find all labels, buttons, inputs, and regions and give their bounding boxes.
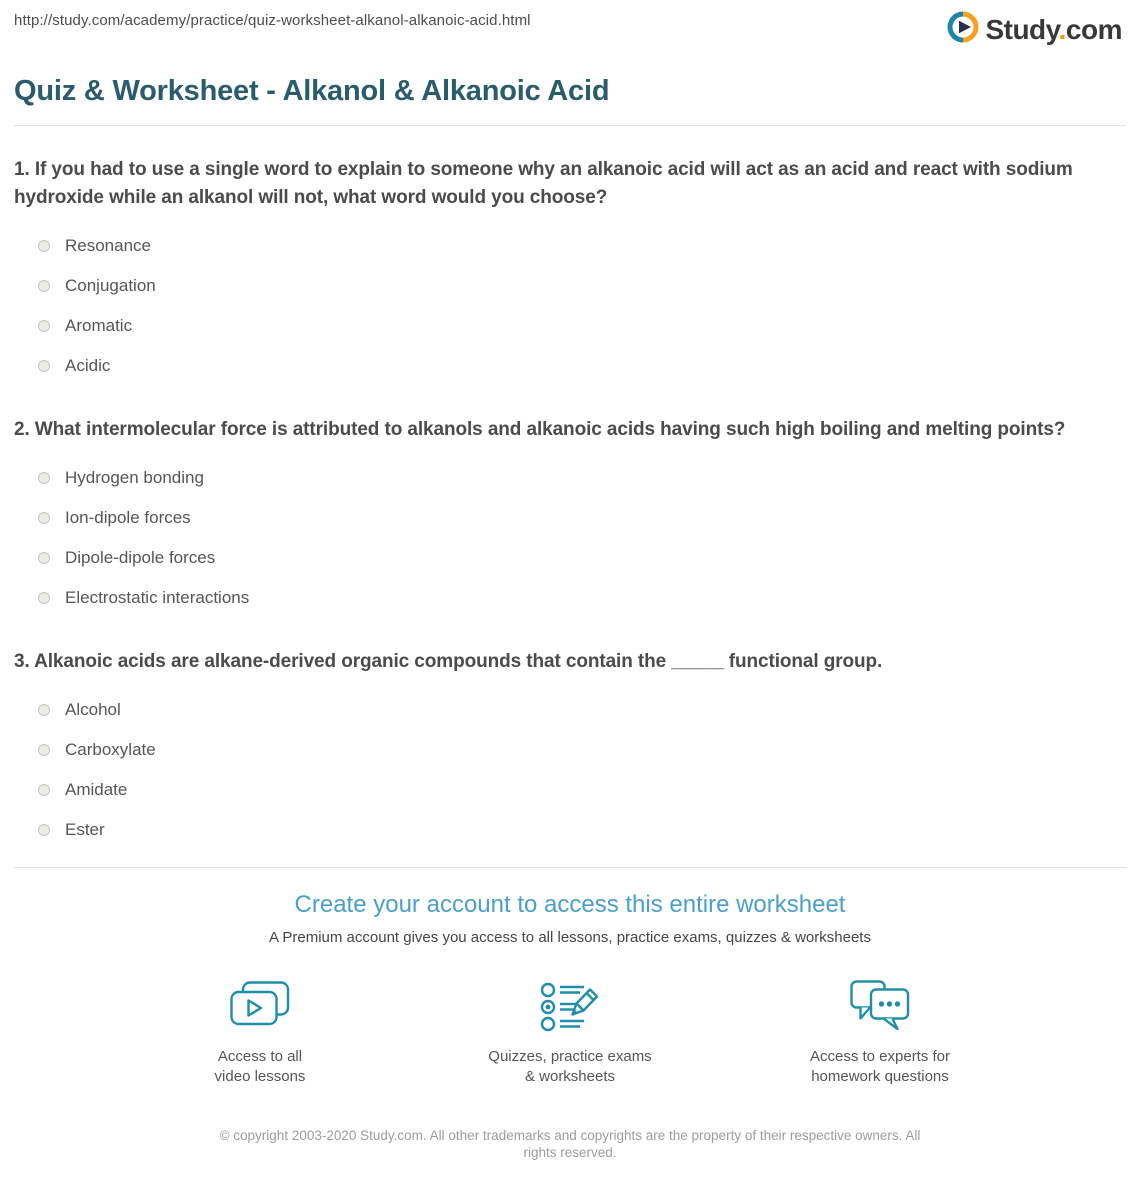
option-label[interactable]: Ester <box>65 820 105 839</box>
footer <box>14 1127 1126 1161</box>
create-account-section <box>14 891 1126 1087</box>
option-label[interactable]: Conjugation <box>65 276 156 295</box>
radio-button[interactable] <box>38 784 50 796</box>
question-text: 1. If you had to use a single word to explain to someone why an alkanoic acid will act as an acid and react with sodium hydroxide while an alkanol will not, what word would you choose? <box>14 159 1073 208</box>
header <box>14 0 1126 50</box>
video-lessons-icon <box>230 979 290 1035</box>
question-text: 2. What intermolecular force is attributed to alkanols and alkanoic acids having such high boiling and melting points? <box>14 419 1066 440</box>
experts-chat-icon <box>850 979 910 1035</box>
option-label[interactable]: Acidic <box>65 356 111 375</box>
feature-caption: Access to experts for homework questions <box>809 1048 951 1085</box>
radio-button[interactable] <box>38 824 50 836</box>
answer-option[interactable] <box>14 458 1126 498</box>
answer-option[interactable] <box>14 226 1126 266</box>
answer-options <box>14 458 1126 618</box>
option-label[interactable]: Resonance <box>65 236 152 255</box>
radio-button[interactable] <box>38 472 50 484</box>
studycom-logo[interactable] <box>946 10 1122 49</box>
feature-video-lessons <box>160 979 360 1087</box>
logo-dot: . <box>1058 13 1066 45</box>
answer-option[interactable] <box>14 578 1126 618</box>
option-label[interactable]: Ion-dipole forces <box>65 508 191 527</box>
radio-button[interactable] <box>38 280 50 292</box>
answer-option[interactable] <box>14 810 1126 850</box>
feature-quizzes-worksheets <box>470 979 670 1087</box>
page-url: http://study.com/academy/practice/quiz-worksheet-alkanol-alkanoic-acid.html <box>14 12 531 29</box>
question-block <box>14 156 1126 386</box>
radio-button[interactable] <box>38 744 50 756</box>
feature-caption: Quizzes, practice exams & worksheets <box>488 1048 652 1085</box>
radio-button[interactable] <box>38 592 50 604</box>
answer-option[interactable] <box>14 346 1126 386</box>
studycom-play-icon <box>946 10 980 49</box>
cta-subheading: A Premium account gives you access to all lessons, practice exams, quizzes & worksheets <box>269 929 871 946</box>
answer-option[interactable] <box>14 538 1126 578</box>
option-label[interactable]: Alcohol <box>65 700 121 719</box>
question-block <box>14 416 1126 618</box>
feature-caption: Access to all video lessons <box>214 1048 306 1085</box>
option-label[interactable]: Amidate <box>65 780 128 799</box>
option-label[interactable]: Dipole-dipole forces <box>65 548 216 567</box>
title-divider <box>14 125 1126 126</box>
studycom-logo-text: Study.com <box>985 13 1122 45</box>
option-label[interactable]: Hydrogen bonding <box>65 468 204 487</box>
answer-option[interactable] <box>14 266 1126 306</box>
cta-heading: Create your account to access this entire worksheet <box>294 891 846 918</box>
section-divider <box>14 867 1126 868</box>
quiz-questions <box>14 156 1126 850</box>
page-title: Quiz & Worksheet - Alkanol & Alkanoic Acid <box>14 75 610 107</box>
answer-option[interactable] <box>14 690 1126 730</box>
answer-option[interactable] <box>14 730 1126 770</box>
radio-button[interactable] <box>38 240 50 252</box>
answer-option[interactable] <box>14 498 1126 538</box>
answer-option[interactable] <box>14 306 1126 346</box>
radio-button[interactable] <box>38 552 50 564</box>
option-label[interactable]: Electrostatic interactions <box>65 588 250 607</box>
feature-list <box>14 979 1126 1087</box>
option-label[interactable]: Aromatic <box>65 316 133 335</box>
answer-options <box>14 226 1126 386</box>
answer-options <box>14 690 1126 850</box>
radio-button[interactable] <box>38 704 50 716</box>
radio-button[interactable] <box>38 320 50 332</box>
option-label[interactable]: Carboxylate <box>65 740 156 759</box>
feature-homework-experts <box>780 979 980 1087</box>
answer-option[interactable] <box>14 770 1126 810</box>
question-text: 3. Alkanoic acids are alkane-derived organic compounds that contain the _____ functional group. <box>14 651 883 672</box>
radio-button[interactable] <box>38 360 50 372</box>
radio-button[interactable] <box>38 512 50 524</box>
quizzes-worksheets-icon <box>539 979 601 1035</box>
question-block <box>14 648 1126 850</box>
copyright-notice: © copyright 2003-2020 Study.com. All other trademarks and copyrights are the property of their respective owners. All rights reserved. <box>219 1128 921 1160</box>
